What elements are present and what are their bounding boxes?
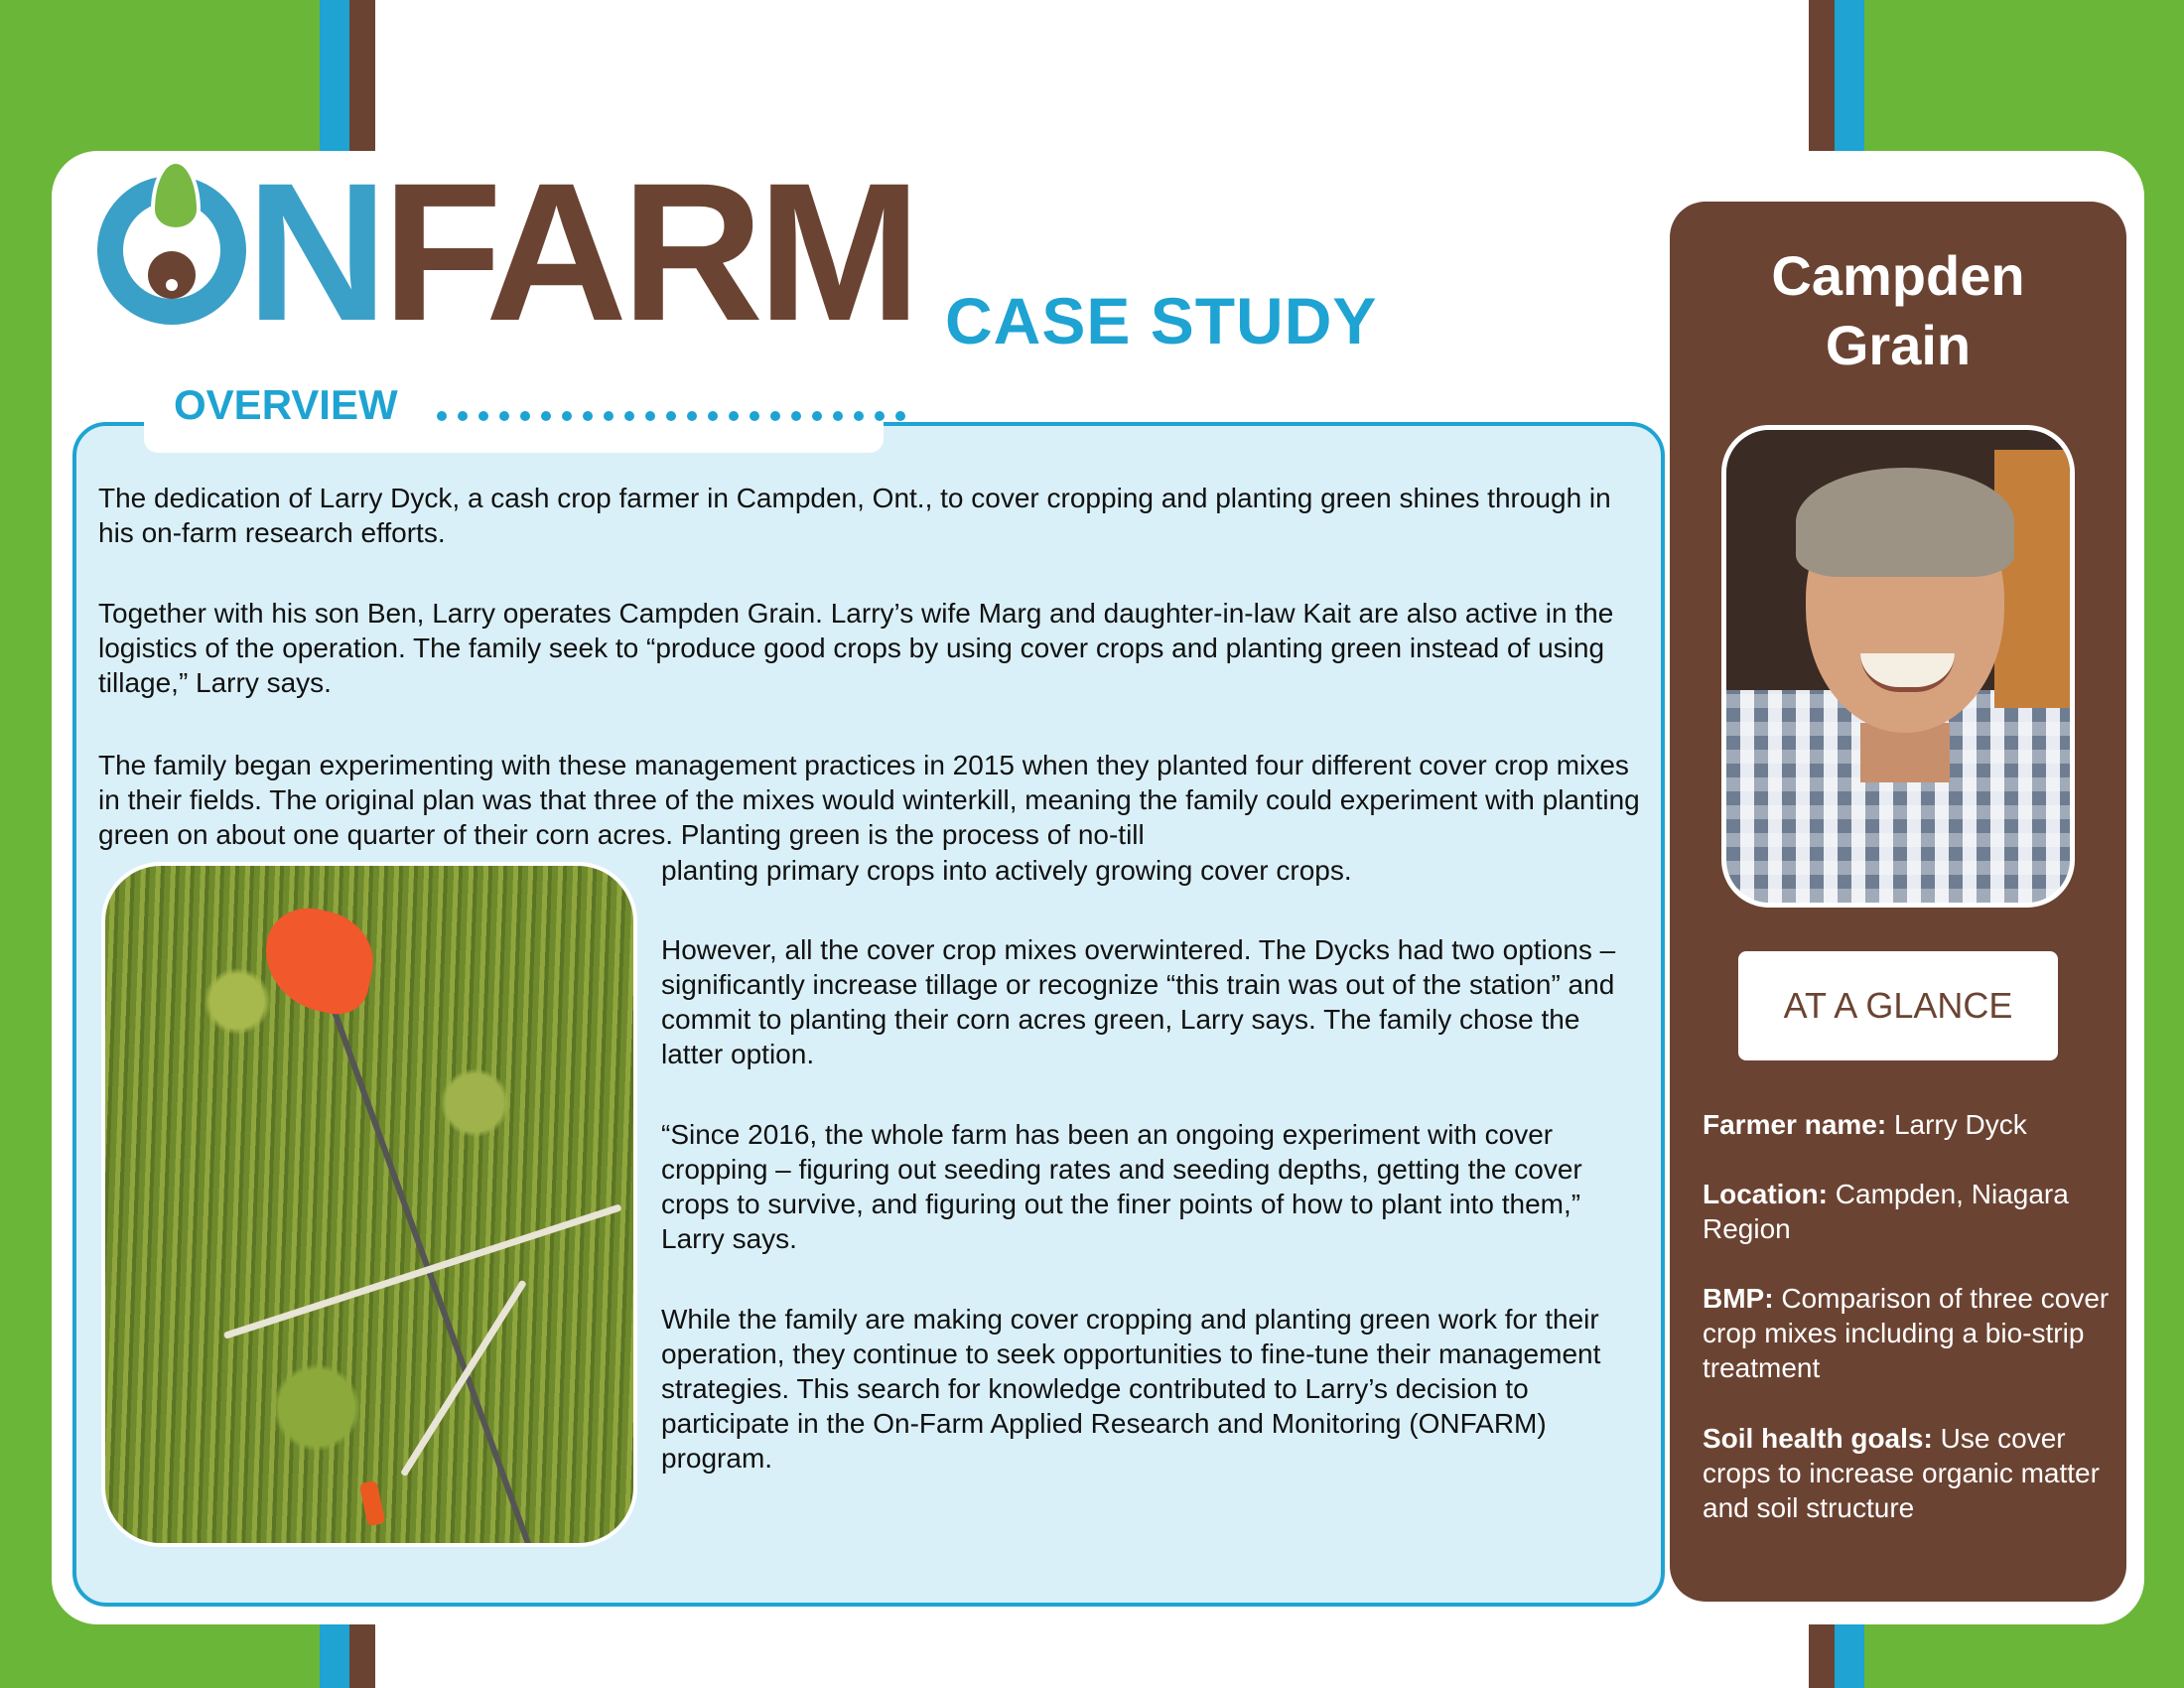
fact-farmer-name (1703, 1107, 2119, 1142)
farm-name-line2: Grain (1825, 314, 1972, 376)
fact-label: BMP: (1703, 1283, 1774, 1314)
fact-location (1703, 1177, 2119, 1246)
farm-name-heading (1670, 241, 2126, 380)
overview-paragraph-1: The dedication of Larry Dyck, a cash crop farmer in Campden, Ont., to cover cropping and planting green shines through in his on-farm research efforts. (98, 483, 1611, 548)
overview-paragraph-3: The family began experimenting with these management practices in 2015 when they planted four different cover crop mixes in their fields. The original plan was that three of the mixes would winterkill, meaning the family could experiment with planting green on about one quarter of their corn acres. Planting green is the process of no-till (98, 750, 1640, 850)
cover-crop-field-photo (101, 862, 637, 1547)
fact-label: Location: (1703, 1179, 1828, 1209)
case-study-heading: CASE STUDY (945, 284, 1378, 357)
overview-paragraph-2: Together with his son Ben, Larry operates Campden Grain. Larry’s wife Marg and daughter-in-law Kait are also active in the logistics of the operation. The family seek to “produce good crops by using cover crops and planting green instead of using tillage,” Larry says. (98, 598, 1614, 698)
fact-value: Larry Dyck (1886, 1109, 2027, 1140)
at-a-glance-label: AT A GLANCE (1783, 985, 2013, 1026)
fact-label: Soil health goals: (1703, 1423, 1933, 1454)
fact-value: Campden, Niagara Region (1703, 1179, 2069, 1244)
overview-paragraph-4: However, all the cover crop mixes overwintered. The Dycks had two options – significantly increase tillage or recognize “this train was out of the station” and commit to planting their corn acres green, Larry says. The family chose the latter option. (661, 934, 1616, 1069)
fact-soil-health-goals (1703, 1421, 2119, 1525)
overview-paragraph-3-cont: planting primary crops into actively growing cover crops. (661, 855, 1352, 886)
overview-paragraph-5: “Since 2016, the whole farm has been an ongoing experiment with cover cropping – figuring out seeding rates and seeding depths, getting the cover crops to survive, and figuring out the finer points of how to plant into them,” Larry says. (661, 1119, 1582, 1254)
overview-title: OVERVIEW (174, 381, 398, 428)
logo-o-leaf-icon (97, 176, 246, 325)
fact-value: Use cover crops to increase organic matter and soil structure (1703, 1423, 2100, 1523)
at-a-glance-label-box (1738, 951, 2058, 1060)
logo-wordmark: NFARM (246, 142, 915, 361)
overview-paragraph-6: While the family are making cover cropping and planting green work for their operation, they continue to seek opportunities to fine-tune their management strategies. This search for knowledge contributed to Larry’s decision to participate in the On-Farm Applied Research and Monitoring (ONFARM) program. (661, 1304, 1601, 1474)
farm-name-line1: Campden (1771, 244, 2025, 307)
fact-value: Comparison of three cover crop mixes including a bio-strip treatment (1703, 1283, 2110, 1383)
farmer-portrait-photo (1721, 425, 2075, 908)
dotted-divider (437, 411, 905, 421)
fact-bmp (1703, 1281, 2119, 1385)
fact-label: Farmer name: (1703, 1109, 1887, 1140)
